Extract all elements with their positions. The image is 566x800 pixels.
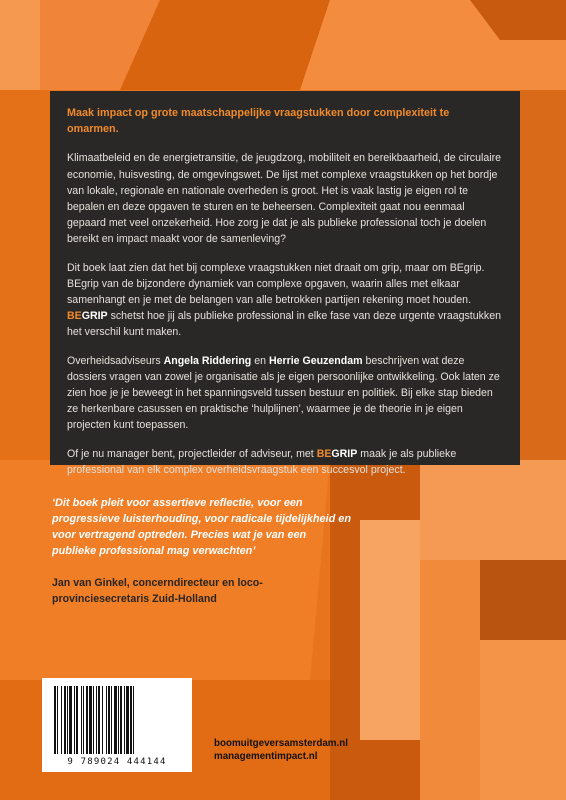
author-name: Herrie Geuzendam [268,354,363,367]
begrip-logo [317,448,358,460]
website-link[interactable]: boomuitgeversamsterdam.nl [214,738,348,749]
paragraph-begrip [67,260,503,341]
begrip-grip: GRIP [331,447,358,460]
barcode-bar [57,686,58,754]
barcode-bars [42,678,192,758]
barcode-bar [76,686,78,754]
endorsement-quote [52,495,352,561]
isbn-barcode [42,678,192,772]
barcode-bar [120,686,122,754]
barcode-bar [54,686,56,754]
closing-text-2: maak je als publieke professional van elk complex overheidsvraagstuk een succesvol project. [67,447,457,476]
barcode-bar [81,686,82,754]
barcode-bar [98,686,100,754]
barcode-bar [89,686,92,754]
barcode-bar [83,686,84,754]
barcode-bar [64,686,66,754]
barcode-number: 9 789024 444144 [67,757,167,767]
authors-intro: Overheidsadviseurs [67,354,164,367]
barcode-bar [67,686,68,754]
barcode-bar [133,686,134,754]
barcode-bar [130,686,132,754]
barcode-bar [93,686,94,754]
barcode-bar [86,686,88,754]
barcode-bar [106,686,107,754]
website-link[interactable]: managementimpact.nl [214,751,318,762]
barcode-bar [124,686,125,754]
publisher-websites [214,737,348,763]
author-name: Angela Riddering [163,354,252,367]
description-panel [50,91,520,476]
barcode-bar [96,686,97,754]
barcode-bar [69,686,72,754]
barcode-bar [126,686,129,754]
quote-text: ‘Dit boek pleit voor assertieve reflectie, voor een progressieve luisterhouding, voor radicale tijdelijkheid en voor vertragend optreden. Precies wat je van een publieke professional mag verwachten’ [52,497,351,557]
barcode-bar [61,686,62,754]
authors-text: beschrijven wat deze dossiers vragen van zowel je organisatie als je eigen persoonlijke ontwikkeling. Ook laten ze zien hoe je je beweegt in het spanningsveld tussen bestuur en politiek. Bij elke stap bieden ze herkenbare casussen en praktische ‘hulplijnen’, waarmee je de theorie in je eigen projecten kunt toepassen. [67,354,500,432]
paragraph-authors [67,353,503,434]
begrip-be: BE [67,310,82,323]
quote-attribution: Jan van Ginkel, concerndirecteur en loco-provinciesecretaris Zuid-Holland [52,577,263,605]
paragraph-closing [67,446,503,478]
barcode-bar [102,686,103,754]
barcode-bar [114,686,117,754]
begrip-be: BE [316,447,332,460]
paragraph-begrip-text: Dit boek laat zien dat het bij complexe vraagstukken niet draait om grip, maar om BEgrip. BEgrip van de bijzondere dynamiek van complexe opgaven, waarin alles met elkaar samenhangt en je met de belangen van alle betrokken partijen rekening moet houden. [67,261,485,307]
authors-and: en [251,354,269,367]
barcode-bar [111,686,112,754]
begrip-grip: GRIP [81,310,108,323]
barcode-bar [108,686,110,754]
begrip-logo [67,310,108,322]
barcode-bar [74,686,75,754]
paragraph-intro: Klimaatbeleid en de energietransitie, de jeugdzorg, mobiliteit en bereikbaarheid, de circulaire economie, huisvesting, de omgevingswet. De lijst met complexe vraagstukken op het bordje van lokale, regionale en nationale overheden is groot. Het is vaak lastig je eigen rol te bepalen en deze opgaven te sturen en te beheersen. Complexiteit gaat nou eenmaal gepaard met veel onzekerheid. Hoe zorg je dat je als publieke professional toch je doelen bereikt en impact maakt voor de samenleving? [67,152,502,246]
headline: Maak impact op grote maatschappelijke vraagstukken door complexiteit te omarmen. [67,107,450,136]
paragraph-begrip-text-2: schetst hoe jij als publieke professional in elke fase van deze urgente vraagstukken het verschil kunt maken. [67,310,502,339]
closing-text: Of je nu manager bent, projectleider of adviseur, met [67,447,317,460]
barcode-bar [118,686,119,754]
